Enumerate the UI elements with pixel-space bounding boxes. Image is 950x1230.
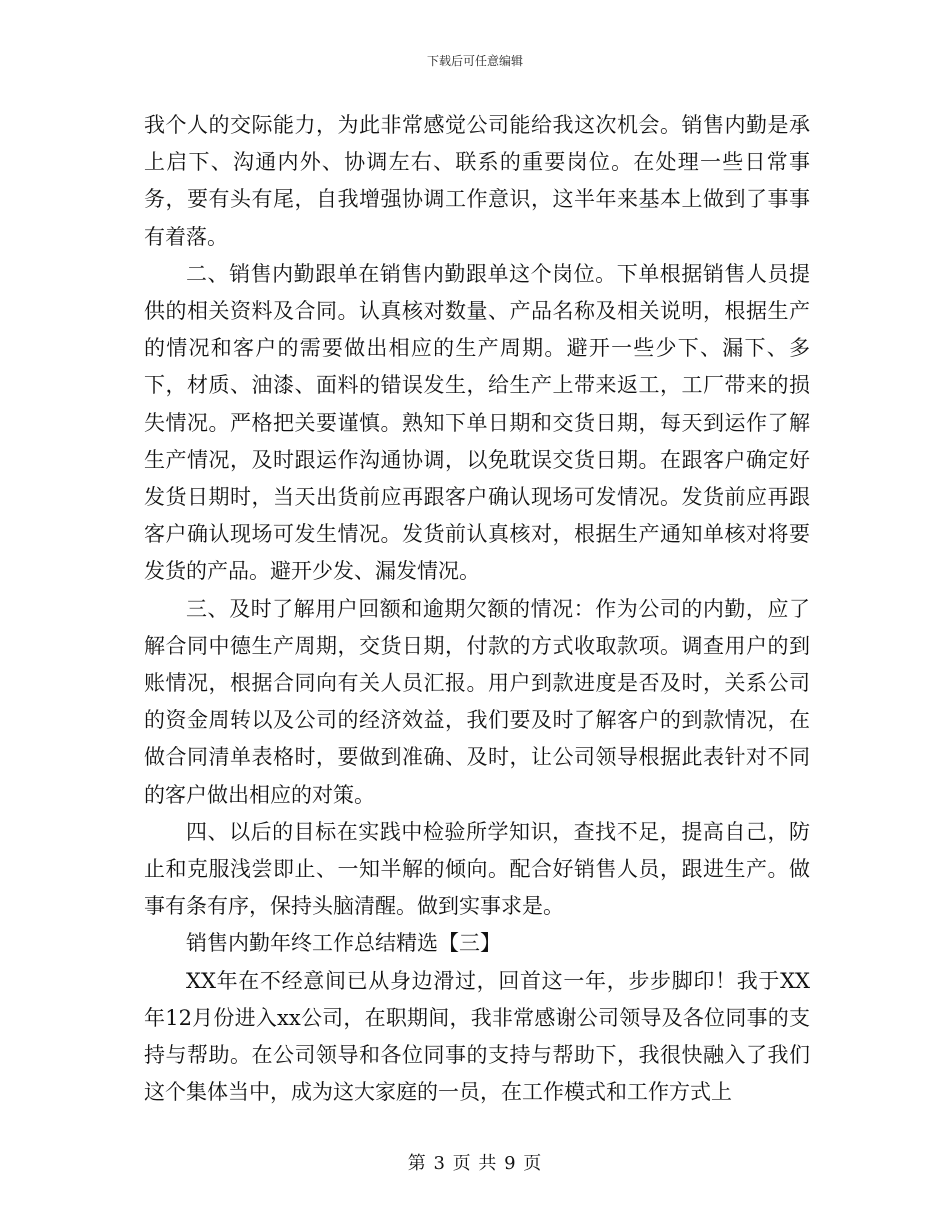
paragraph-5: XX年在不经意间已从身边滑过，回首这一年，步步脚印！我于XX年12月份进入xx公司，在职期间，我非常感谢公司领导及各位同事的支持与帮助。在公司领导和各位同事的支持与帮助下，我很快融入了我们这个集体当中，成为这大家庭的一员，在工作模式和工作方式上 — [144, 968, 810, 1105]
document-body — [144, 107, 810, 1111]
paragraph-1: 我个人的交际能力，为此非常感觉公司能给我这次机会。销售内勤是承上启下、沟通内外、协调左右、联系的重要岗位。在处理一些日常事务，要有头有尾，自我增强协调工作意识，这半年来基本上做到了事事有着落。 — [144, 113, 810, 249]
page-footer: 第 3 页 共 9 页 — [407, 1153, 543, 1174]
paragraph-2: 二、销售内勤跟单在销售内勤跟单这个岗位。下单根据销售人员提供的相关资料及合同。认真核对数量、产品名称及相关说明，根据生产的情况和客户的需要做出相应的生产周期。避开一些少下、漏下、多下，材质、油漆、面料的错误发生，给生产上带来返工，工厂带来的损失情况。严格把关要谨慎。熟知下单日期和交货日期，每天到运作了解生产情况，及时跟运作沟通协调，以免耽误交货日期。在跟客户确定好发货日期时，当天出货前应再跟客户确认现场可发情况。发货前应再跟客户确认现场可发生情况。发货前认真核对，根据生产通知单核对将要发货的产品。避开少发、漏发情况。 — [144, 261, 810, 584]
paragraph-3: 三、及时了解用户回额和逾期欠额的情况：作为公司的内勤，应了解合同中德生产周期，交货日期，付款的方式收取款项。调查用户的到账情况，根据合同向有关人员汇报。用户到款进度是否及时，关系公司的资金周转以及公司的经济效益，我们要及时了解客户的到款情况，在做合同清单表格时，要做到准确、及时，让公司领导根据此表针对不同的客户做出相应的对策。 — [144, 596, 810, 807]
paragraph-4: 四、以后的目标在实践中检验所学知识，查找不足，提高自己，防止和克服浅尝即止、一知半解的倾向。配合好销售人员，跟进生产。做事有条有序，保持头脑清醒。做到实事求是。 — [144, 819, 810, 919]
page-header: 下载后可任意编辑 — [426, 54, 523, 68]
section-heading: 销售内勤年终工作总结精选【三】 — [186, 931, 501, 956]
